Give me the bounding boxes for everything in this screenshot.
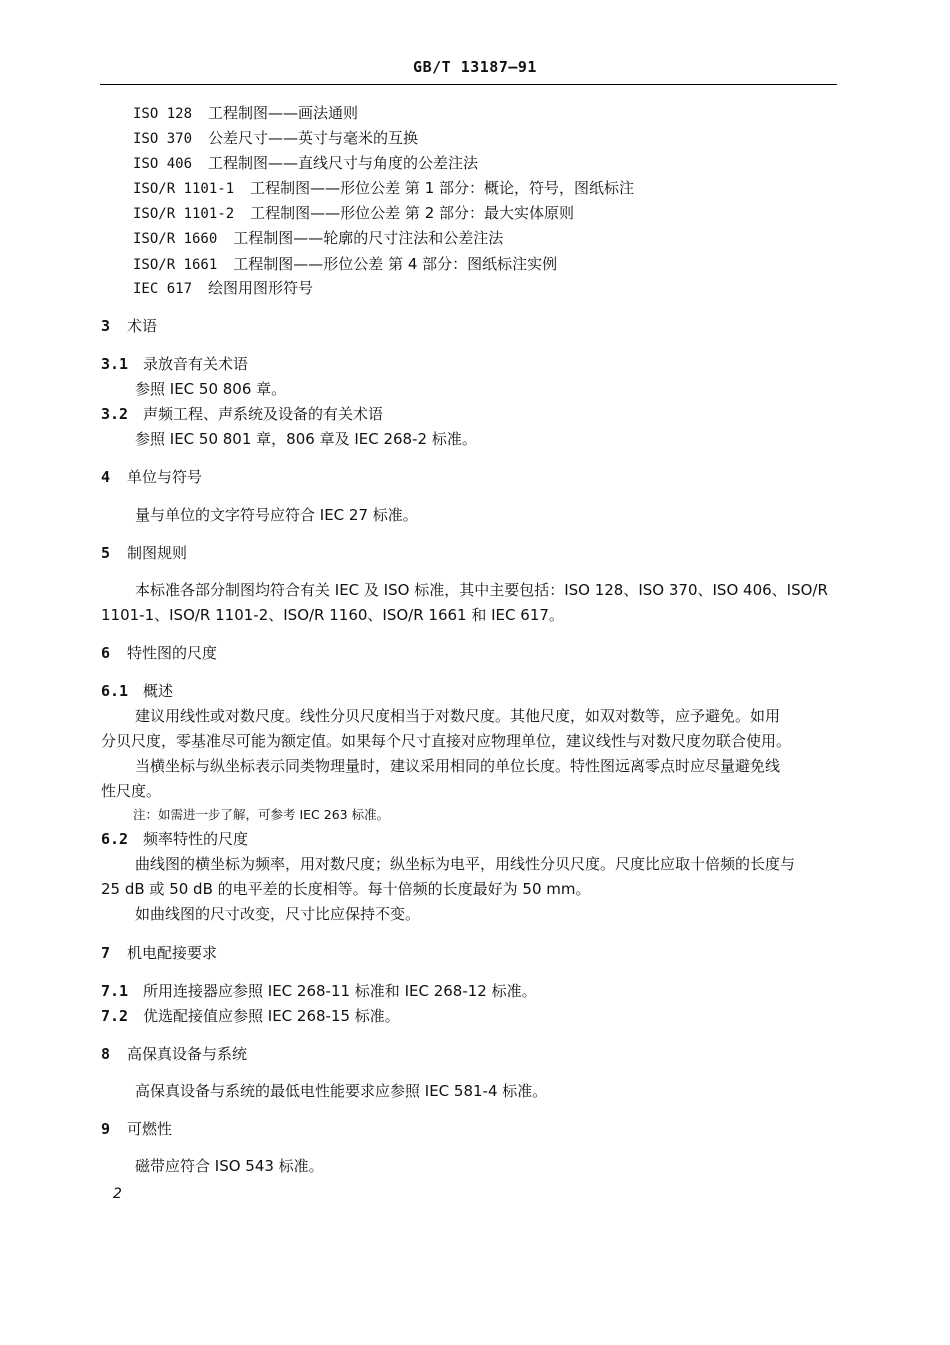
subsection-number: 6.1 — [101, 682, 129, 700]
section-number: 8 — [101, 1045, 111, 1063]
page-number: 2 — [113, 1186, 122, 1202]
paragraph: 如曲线图的尺寸改变，尺寸比应保持不变。 — [135, 905, 421, 923]
section-heading — [101, 543, 187, 563]
subsection-heading — [101, 404, 383, 424]
subsection-heading — [101, 1006, 400, 1026]
subsection-number: 7.2 — [101, 1007, 129, 1025]
subsection-heading — [101, 681, 173, 701]
subsection-heading — [101, 981, 537, 1001]
paragraph: 参照 IEC 50 806 章。 — [135, 380, 287, 398]
section-number: 6 — [101, 644, 111, 662]
section-title: 可燃性 — [127, 1120, 173, 1138]
section-title: 制图规则 — [127, 544, 188, 562]
reference-item — [133, 103, 358, 124]
paragraph: 1101-1、ISO/R 1101-2、ISO/R 1160、ISO/R 1661 和 IEC 617。 — [101, 606, 564, 624]
reference-title: 绘图用图形符号 — [208, 279, 314, 297]
section-number: 9 — [101, 1120, 111, 1138]
subsection-title: 频率特性的尺度 — [143, 830, 249, 848]
paragraph: 曲线图的横坐标为频率，用对数尺度；纵坐标为电平，用线性分贝尺度。尺度比应取十倍频的长度与 — [135, 855, 796, 873]
subsection-title: 声频工程、声系统及设备的有关术语 — [143, 405, 384, 423]
section-number: 7 — [101, 944, 111, 962]
reference-item — [133, 203, 574, 224]
paragraph: 性尺度。 — [101, 782, 162, 800]
reference-code: ISO/R 1661 — [133, 257, 218, 273]
reference-code: ISO 128 — [133, 106, 193, 122]
subsection-number: 7.1 — [101, 982, 129, 1000]
subsection-title: 概述 — [143, 682, 174, 700]
reference-title: 公差尺寸——英寸与毫米的互换 — [208, 129, 419, 147]
note: 注：如需进一步了解，可参考 IEC 263 标准。 — [133, 807, 390, 822]
subsection-number: 6.2 — [101, 830, 129, 848]
section-title: 单位与符号 — [127, 468, 203, 486]
section-number: 5 — [101, 544, 111, 562]
section-title: 机电配接要求 — [127, 944, 218, 962]
reference-code: ISO/R 1660 — [133, 231, 218, 247]
paragraph: 分贝尺度，零基准尽可能为额定值。如果每个尺寸直接对应物理单位，建议线性与对数尺度勿联合使用。 — [101, 732, 792, 750]
section-number: 4 — [101, 468, 111, 486]
reference-title: 工程制图——轮廓的尺寸注法和公差注法 — [233, 229, 504, 247]
reference-code: ISO/R 1101-2 — [133, 206, 235, 222]
section-heading — [101, 316, 157, 336]
section-heading — [101, 943, 217, 963]
section-heading — [101, 643, 217, 663]
subsection-text: 所用连接器应参照 IEC 268-11 标准和 IEC 268-12 标准。 — [143, 982, 537, 1000]
paragraph: 高保真设备与系统的最低电性能要求应参照 IEC 581-4 标准。 — [135, 1082, 548, 1100]
section-title: 高保真设备与系统 — [127, 1045, 248, 1063]
reference-title: 工程制图——直线尺寸与角度的公差注法 — [208, 154, 479, 172]
section-title: 术语 — [127, 317, 158, 335]
paragraph: 本标准各部分制图均符合有关 IEC 及 ISO 标准，其中主要包括：ISO 128、ISO 370、ISO 406、ISO/R — [135, 581, 828, 599]
section-number: 3 — [101, 317, 111, 335]
subsection-heading — [101, 354, 248, 374]
section-heading — [101, 1044, 247, 1064]
paragraph: 25 dB 或 50 dB 的电平差的长度相等。每十倍频的长度最好为 50 mm。 — [101, 880, 591, 898]
reference-code: ISO 370 — [133, 131, 193, 147]
reference-title: 工程制图——形位公差 第 1 部分：概论，符号，图纸标注 — [250, 179, 635, 197]
reference-code: ISO 406 — [133, 156, 193, 172]
paragraph: 参照 IEC 50 801 章，806 章及 IEC 268-2 标准。 — [135, 430, 477, 448]
paragraph: 当横坐标与纵坐标表示同类物理量时，建议采用相同的单位长度。特性图远离零点时应尽量避免线 — [135, 757, 781, 775]
reference-item — [133, 178, 634, 199]
reference-item — [133, 254, 557, 275]
reference-title: 工程制图——画法通则 — [208, 104, 359, 122]
section-heading — [101, 467, 202, 487]
subsection-number: 3.1 — [101, 355, 129, 373]
header-divider — [100, 84, 837, 85]
reference-code: IEC 617 — [133, 281, 193, 297]
paragraph: 磁带应符合 ISO 543 标准。 — [135, 1157, 324, 1175]
reference-code: ISO/R 1101-1 — [133, 181, 235, 197]
subsection-number: 3.2 — [101, 405, 129, 423]
standard-code-header: GB/T 13187—91 — [413, 58, 537, 76]
reference-item — [133, 128, 418, 149]
section-heading — [101, 1119, 172, 1139]
paragraph: 量与单位的文字符号应符合 IEC 27 标准。 — [135, 506, 418, 524]
reference-item — [133, 153, 478, 174]
subsection-title: 录放音有关术语 — [143, 355, 249, 373]
paragraph: 建议用线性或对数尺度。线性分贝尺度相当于对数尺度。其他尺度，如双对数等，应予避免。如用 — [135, 707, 781, 725]
section-title: 特性图的尺度 — [127, 644, 218, 662]
reference-title: 工程制图——形位公差 第 2 部分：最大实体原则 — [250, 204, 575, 222]
reference-item — [133, 278, 313, 299]
reference-title: 工程制图——形位公差 第 4 部分：图纸标注实例 — [233, 255, 558, 273]
subsection-heading — [101, 829, 248, 849]
reference-item — [133, 228, 503, 249]
subsection-text: 优选配接值应参照 IEC 268-15 标准。 — [143, 1007, 400, 1025]
